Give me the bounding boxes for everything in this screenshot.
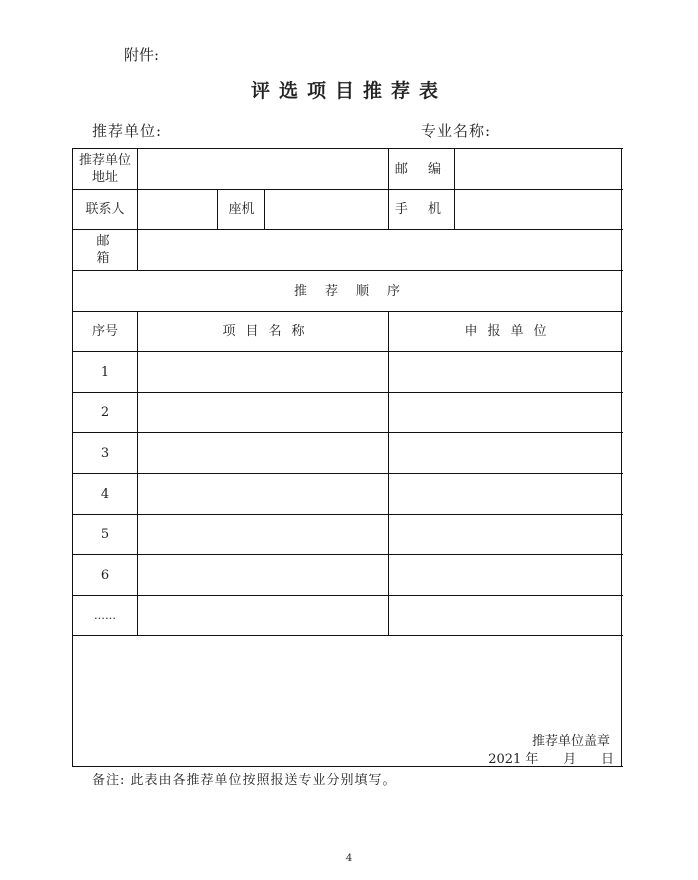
ranking-section-title: 推荐顺序 xyxy=(293,283,418,299)
page-number: 4 xyxy=(345,853,353,864)
recommending-unit-label: 推荐单位: xyxy=(92,122,163,140)
row-number: 5 xyxy=(100,527,110,542)
project-name-field[interactable] xyxy=(139,515,388,554)
row-number: 6 xyxy=(100,567,110,583)
address-label-line1: 推荐单位 xyxy=(78,153,131,168)
row-number: 1 xyxy=(100,364,110,380)
table-border-right xyxy=(621,148,622,767)
mobile-field[interactable] xyxy=(456,190,621,229)
applicant-unit-field[interactable] xyxy=(390,352,621,392)
postcode-field[interactable] xyxy=(456,149,621,189)
project-name-field[interactable] xyxy=(139,393,388,432)
address-field[interactable] xyxy=(139,149,388,189)
row-number: 2 xyxy=(100,405,110,420)
applicant-unit-field[interactable] xyxy=(390,596,621,635)
footnote: 备注: 此表由各推荐单位按照报送专业分别填写。 xyxy=(92,773,397,788)
project-name-field[interactable] xyxy=(139,555,388,595)
landline-label: 座机 xyxy=(228,202,255,217)
address-label-line2: 地址 xyxy=(91,170,118,185)
email-field[interactable] xyxy=(139,230,621,270)
row-number-ellipsis: …… xyxy=(94,609,116,622)
row-number: 3 xyxy=(100,445,110,461)
project-name-field[interactable] xyxy=(139,352,388,392)
column-header-project-name: 项目名称 xyxy=(222,324,315,339)
major-name-label: 专业名称: xyxy=(421,122,492,140)
landline-field[interactable] xyxy=(266,190,388,229)
project-name-field[interactable] xyxy=(139,596,388,635)
applicant-unit-field[interactable] xyxy=(390,515,621,554)
project-name-field[interactable] xyxy=(139,433,388,473)
row-number: 4 xyxy=(100,486,110,502)
seal-label: 推荐单位盖章 xyxy=(531,734,610,749)
page-title: 评选项目推荐表 xyxy=(250,80,447,102)
contact-field[interactable] xyxy=(139,190,217,229)
postcode-label: 邮 编 xyxy=(394,161,450,177)
attachment-label: 附件: xyxy=(124,46,160,64)
seal-date: 2021 年 月 日 xyxy=(488,752,614,767)
column-header-no: 序号 xyxy=(91,324,118,339)
contact-label: 联系人 xyxy=(85,202,125,217)
applicant-unit-field[interactable] xyxy=(390,393,621,432)
address-label xyxy=(73,149,137,189)
applicant-unit-field[interactable] xyxy=(390,555,621,595)
applicant-unit-field[interactable] xyxy=(390,433,621,473)
row-divider xyxy=(72,635,623,636)
project-name-field[interactable] xyxy=(139,474,388,514)
email-label: 邮 箱 xyxy=(96,234,124,266)
column-header-applicant-unit: 申报单位 xyxy=(464,324,557,339)
mobile-label: 手 机 xyxy=(394,202,450,217)
applicant-unit-field[interactable] xyxy=(390,474,621,514)
